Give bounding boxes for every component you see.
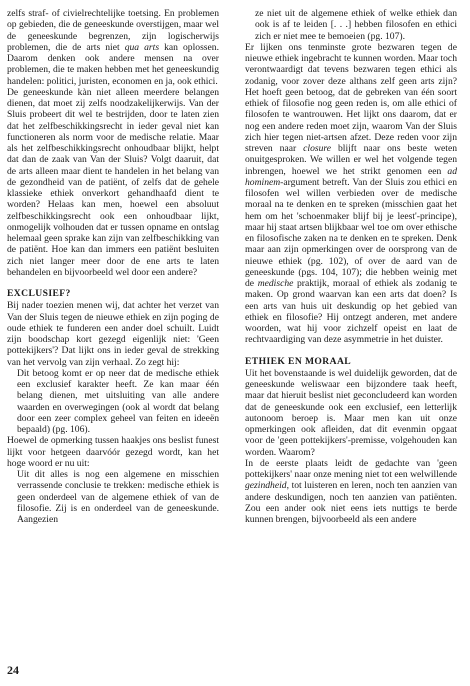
italic-term: closure <box>303 143 332 154</box>
body-paragraph: Uit het bovenstaande is wel duidelijk geworden, dat de geneeskunde weliswaar een bijzondere taak heeft, maar dat hieruit beslist niet geconcludeerd kan worden dat de geneeskunde ook een exclusief, een letterlijk autonoom beroep is. Maar men kan uit onze opmerkingen ook afleiden, dat dit evenmin opgaat voor de 'geen pottekijkers'-premisse, volgehouden kan worden. Waarom? <box>245 367 457 458</box>
body-paragraph: Hoewel de opmerking tussen haakjes ons beslist funest lijkt voor hetgeen daarvóór gezegd wordt, kan het hoge woord er nu uit: <box>7 435 219 469</box>
body-paragraph: Er lijken ons tenminste grote bezwaren tegen de nieuwe ethiek ingebracht te kunnen worden. Maar toch verontwaardigt dat tevens bezwaren tegen ethici als zodanig, voor zover deze althans zelf geen arts zijn? Het hoeft geen betoog, dat de gebreken van één soort ethiek of filosofie nog geen reden is, om alle ethici of filosofen te wantrouwen. Het lijkt ons daarom, dat er nog een andere reden moet zijn, waarom Van der Sluis zich hier tegen niet-artsen afzet. Deze reden voor zijn streven naar closure blijft naar ons beste weten onuitgesproken. We willen er wel het volgende tegen inbrengen, hoewel we het strikt genomen een ad hominem-argument betreft. Van der Sluis zou ethici en filosofen wel willen verbieden over de medische moraal na te denken en te spreken (misschien gaat het hem om het 'schoenmaker blijf bij je leest'-principe), maar hij staat artsen blijkbaar wel toe om over ethische en filosofische zaken na te denken en te spreken. Denk maar aan zijn opmerkingen over de oorsprong van de nieuwe ethiek (pg. 102), of over de aard van de geneeskunde (pgs. 104, 107); die hebben weinig met de medische praktijk, moraal of ethiek als zodanig te maken. Op grond waarvan kan een arts dat doen? Is een arts van huis uit deskundig op het gebied van ethiek en filosofie? Hij ontzegt anderen, met andere woorden, wat hij voor zichzelf opeist en laat de rechtvaardiging van deze asymmetrie in het duister. <box>245 41 457 346</box>
page-number: 24 <box>7 663 19 677</box>
body-paragraph: Bij nader toezien menen wij, dat achter het verzet van Van der Sluis tegen de nieuwe ethiek en zijn poging de oude ethiek te funderen een ander doel schuilt. Luidt zijn boodschap kort gezegd eigenlijk niet: 'Geen pottekijkers'? Dat lijkt ons in ieder geval de strekking van het vervolg van zijn verhaal. Zo zegt hij: <box>7 300 219 368</box>
body-paragraph: zelfs straf- of civielrechtelijke toetsing. En problemen op gebieden, die de geneeskunde overstijgen, maar wel de geneeskunde begrenzen, zijn logischerwijs problemen, die de arts niet qua arts kan oplossen. Daarom denken ook andere mensen na over problemen, die te maken hebben met het geneeskundig handelen: politici, juristen, economen en ja, ook ethici. <box>7 8 219 87</box>
block-quote: Dit betoog komt er op neer dat de medische ethiek een exclusief karakter heeft. Ze kan maar één belang dienen, met uitsluiting van alle andere waarden en overwegingen (ook al wordt dat belang door een zeer complex geheel van feiten en ideeën bepaald) (pg. 106). <box>17 367 219 435</box>
left-column <box>7 8 219 525</box>
right-column <box>245 8 457 525</box>
body-paragraph: In de eerste plaats leidt de gedachte van 'geen pottekijkers' naar onze mening niet tot een welwillende gezindheid, tot luisteren en leren, noch ten aanzien van andere deskundigen, noch ten aanzien van patiënten. Zou een ander ook niet eens iets nuttigs te berde kunnen brengen, bijvoorbeeld als een andere <box>245 457 457 525</box>
block-quote-continued: ze niet uit de algemene ethiek of welke ethiek dan ook is af te leiden [. . .] hebben filosofen en ethici zich er niet mee te bemoeien (pg. 107). <box>255 8 457 42</box>
body-paragraph: De geneeskunde kàn niet alleen meerdere belangen dienen, dat moet zij zelfs noodzakelijkerwijs. Van der Sluis probeert dit wel te bestrijden, door te laten zien dat het zelfbeschikkingsrecht in ieder geval niet kan functioneren als norm voor de medische relatie. Maar als het zelfbeschikkingsrecht onhoudbaar blijkt, helpt dat dan de zaak van Van der Sluis? Volgt daaruit, dat de arts alleen maar dient te handelen in het belang van de gezondheid van de patiënt, of zelfs dat de gehele klassieke ethiek onverkort gehandhaafd dient te worden? Helaas kan men, hoewel een absoluut zelfbeschikkingsrecht ook een onhoudbaar lijkt, onmogelijk volhouden dat er tussen opname en ontslag helemaal geen sprake kan zijn van zelfbeschikking van de patiënt. Hoe kan dan immers een patiënt besluiten zich niet langer meer door de ene arts te laten behandelen en bijvoorbeeld wel door een andere? <box>7 86 219 278</box>
italic-term: medische <box>257 278 294 289</box>
italic-term: gezindheid <box>245 480 287 492</box>
section-heading-ethiek-en-moraal: ETHIEK EN MORAAL <box>245 355 352 367</box>
italic-term: ad hominem <box>245 165 457 188</box>
block-quote: Uit dit alles is nog een algemene en misschien verrassende conclusie te trekken: medische ethiek is geen onderdeel van de algemene ethiek of van de filosofie. Zij is en onderdeel van de geneeskunde. Aangezien <box>17 469 219 525</box>
italic-term: qua arts <box>124 41 160 53</box>
section-heading-exclusief: EXCLUSIEF? <box>7 288 71 299</box>
